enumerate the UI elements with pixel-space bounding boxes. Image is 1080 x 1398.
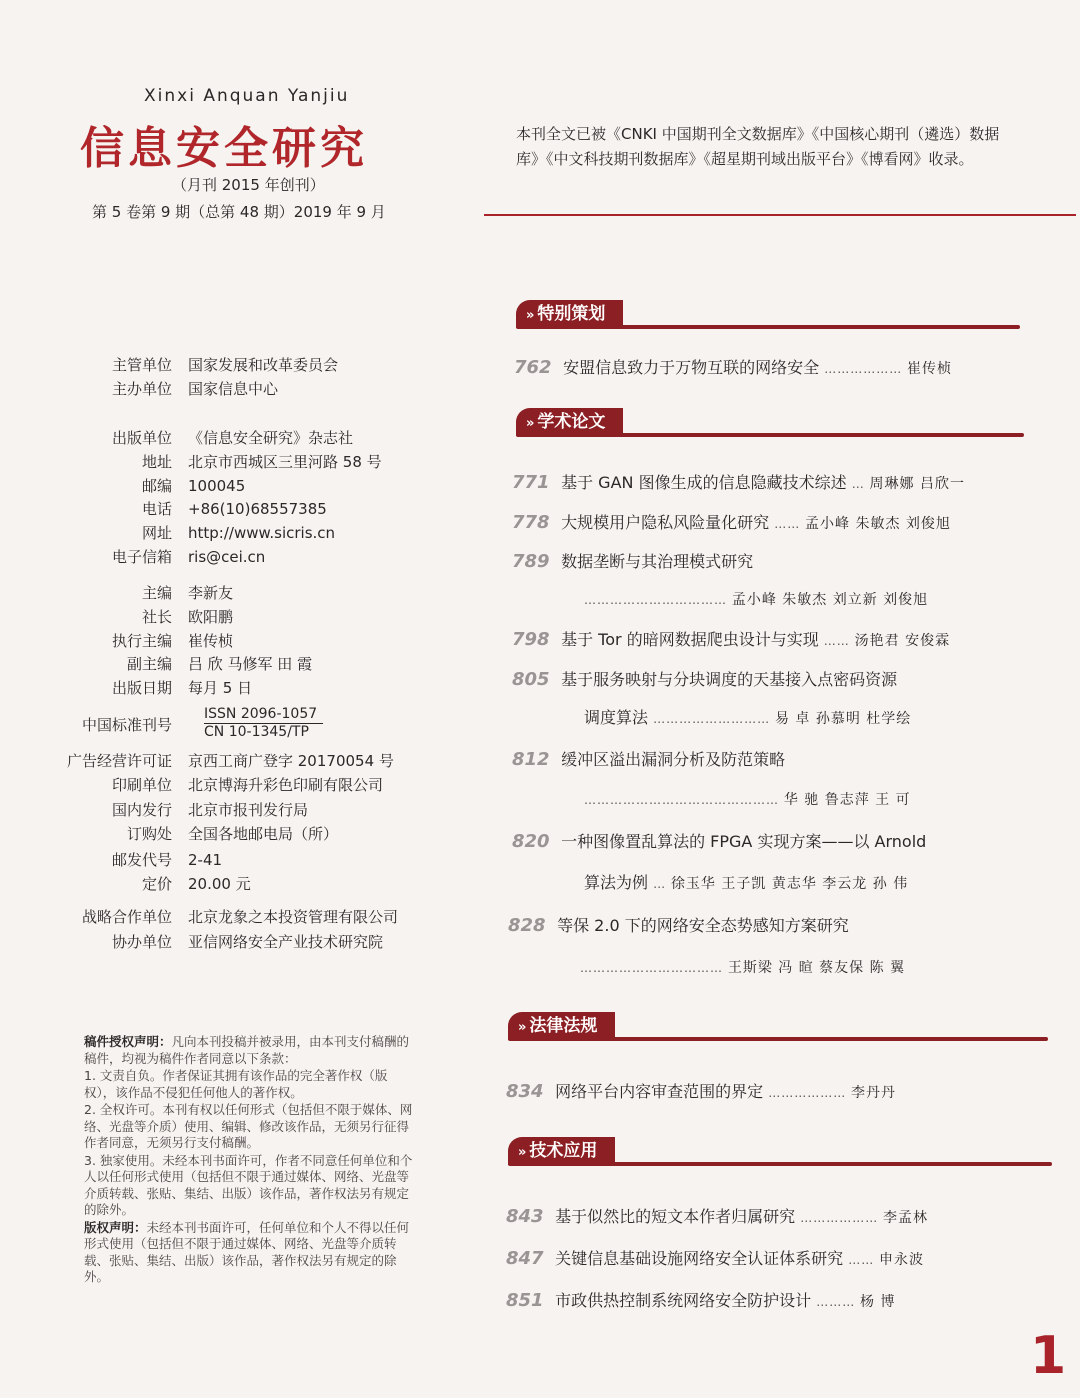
toc-entry[interactable] <box>506 1081 896 1104</box>
page-num: 762 <box>514 357 552 378</box>
info-value: 北京市西城区三里河路 58 号 <box>188 453 382 471</box>
info-label: 地址 <box>141 453 172 471</box>
article-authors: 周琳娜 吕欣一 <box>869 476 965 492</box>
article-title: 等保 2.0 下的网络安全态势感知方案研究 <box>557 916 849 935</box>
page-num: 812 <box>512 749 550 770</box>
journal-title: 信息安全研究 <box>80 123 368 174</box>
leader-dots: …………………………… <box>584 593 732 607</box>
page-num: 798 <box>512 629 550 650</box>
page-num: 805 <box>512 669 550 690</box>
info-label: 定价 <box>141 875 172 893</box>
page-num: 820 <box>512 831 550 852</box>
page-num: 778 <box>512 512 550 533</box>
section-header-special <box>516 300 1020 330</box>
website-link[interactable]: http://www.sicris.cn <box>188 524 336 542</box>
section-tag <box>508 1137 615 1165</box>
article-title: 一种图像置乱算法的 FPGA 实现方案——以 Arnold <box>561 832 927 851</box>
copyright-notice <box>84 1034 414 1287</box>
top-divider <box>484 214 1076 216</box>
issn-block <box>204 706 323 741</box>
info-value: 亚信网络安全产业技术研究院 <box>188 933 384 951</box>
info-value: 全国各地邮电局（所） <box>188 825 339 843</box>
article-title: 关键信息基础设施网络安全认证体系研究 <box>555 1249 844 1268</box>
info-value: 国家发展和改革委员会 <box>188 356 339 374</box>
section-title: 学术论文 <box>537 412 606 432</box>
page-num: 771 <box>512 472 550 493</box>
section-title: 特别策划 <box>537 304 606 324</box>
article-authors: 李丹丹 <box>851 1085 897 1101</box>
info-value: 100045 <box>188 477 246 495</box>
leader-dots: …… <box>774 517 806 531</box>
article-title: 缓冲区溢出漏洞分析及防范策略 <box>561 750 786 769</box>
info-row <box>60 776 440 794</box>
notice-paragraph: 2. 全权许可。本刊有权以任何形式（包括但不限于媒体、网络、光盘等介质）使用、编辑、修改该作品，无须另行征得作者同意，无须另行支付稿酬。 <box>84 1102 413 1150</box>
article-title: 基于 GAN 图像生成的信息隐藏技术综述 <box>561 473 847 492</box>
info-row <box>60 356 440 374</box>
page-num: 834 <box>506 1081 544 1102</box>
leader-dots: …………………………… <box>580 961 728 975</box>
info-label: 订购处 <box>126 825 172 843</box>
info-value: 2-41 <box>188 851 223 869</box>
info-row <box>60 933 440 951</box>
article-authors: 李孟林 <box>883 1210 929 1226</box>
article-authors: 孟小峰 朱敏杰 刘立新 刘俊旭 <box>731 592 929 608</box>
info-value: 欧阳鹏 <box>188 608 234 626</box>
article-title: 安盟信息致力于万物互联的网络安全 <box>563 358 820 377</box>
page-num: 789 <box>512 551 550 572</box>
article-title-cont: 算法为例 <box>584 873 649 892</box>
leader-dots: ……………… <box>768 1086 852 1100</box>
page-num: 828 <box>508 915 546 936</box>
notice-heading: 版权声明： <box>84 1219 147 1235</box>
article-title: 基于服务映射与分块调度的天基接入点密码资源 <box>561 670 898 689</box>
notice-paragraph <box>84 1034 414 1067</box>
issue-line: 第 5 卷第 9 期（总第 48 期）2019 年 9 月 <box>92 203 386 221</box>
info-label: 广告经营许可证 <box>66 752 172 770</box>
toc-entry[interactable] <box>512 551 753 573</box>
article-authors: 王斯梁 冯 暄 蔡友保 陈 翼 <box>727 960 906 976</box>
info-value: 《信息安全研究》杂志社 <box>188 429 354 447</box>
info-label: 电子信箱 <box>111 548 172 566</box>
info-value: 京西工商广登字 20170054 号 <box>188 752 394 770</box>
chevron-right-icon: » <box>518 1145 527 1160</box>
toc-entry-continued[interactable] <box>584 788 911 811</box>
leader-dots: ……………… <box>800 1211 884 1225</box>
info-label: 印刷单位 <box>111 776 172 794</box>
article-authors: 徐玉华 王子凯 黄志华 李云龙 孙 伟 <box>670 876 909 892</box>
article-authors: 崔传桢 <box>907 361 953 377</box>
toc-entry[interactable] <box>512 669 897 691</box>
toc-entry[interactable] <box>506 1248 924 1271</box>
section-title: 法律法规 <box>529 1016 598 1036</box>
article-authors: 华 驰 鲁志萍 王 可 <box>783 792 911 808</box>
email-link[interactable]: ris@cei.cn <box>188 548 266 566</box>
toc-entry[interactable] <box>512 749 785 771</box>
info-row <box>60 825 440 843</box>
article-title-cont: 调度算法 <box>584 708 649 727</box>
info-value: 国家信息中心 <box>188 380 279 398</box>
info-label: 社长 <box>141 608 172 626</box>
notice-paragraph: 1. 文责自负。作者保证其拥有该作品的完全著作权（版权），该作品不侵犯任何他人的著作权。 <box>84 1068 388 1100</box>
section-title: 技术应用 <box>529 1141 598 1161</box>
info-label: 出版单位 <box>111 429 172 447</box>
journal-pinyin: Xinxi Anquan Yanjiu <box>144 86 350 106</box>
toc-entry-continued[interactable] <box>580 956 905 979</box>
info-label: 副主编 <box>126 655 172 673</box>
page-num: 851 <box>506 1290 544 1311</box>
info-row <box>60 584 440 602</box>
cn-number: CN 10-1345/TP <box>204 724 309 740</box>
info-label: 国内发行 <box>111 801 172 819</box>
info-value: 20.00 元 <box>188 875 251 893</box>
article-authors: 易 卓 孙慕明 杜学绘 <box>774 711 912 727</box>
toc-entry[interactable] <box>512 512 951 535</box>
info-label: 主办单位 <box>111 380 172 398</box>
section-header-law <box>508 1012 1048 1042</box>
notice-heading: 稿件授权声明： <box>84 1034 172 1049</box>
issn-number: ISSN 2096-1057 <box>204 706 323 724</box>
page-num: 843 <box>506 1206 544 1227</box>
leader-dots: ……… <box>816 1295 861 1309</box>
leader-dots: …… <box>848 1253 880 1267</box>
toc-entry[interactable] <box>512 831 926 853</box>
chevron-right-icon: » <box>526 416 535 431</box>
toc-entry-continued[interactable] <box>584 707 911 730</box>
info-value: +86(10)68557385 <box>188 500 327 518</box>
article-title: 市政供热控制系统网络安全防护设计 <box>555 1291 812 1310</box>
toc-entry[interactable] <box>506 1206 928 1229</box>
leader-dots: … <box>851 477 870 491</box>
info-row <box>60 752 440 770</box>
info-row <box>60 801 440 819</box>
toc-entry[interactable] <box>514 357 952 380</box>
info-row <box>60 875 440 893</box>
toc-entry[interactable] <box>506 1290 895 1313</box>
info-value: 李新友 <box>188 584 234 602</box>
article-title: 基于似然比的短文本作者归属研究 <box>555 1207 796 1226</box>
info-row <box>60 500 440 518</box>
info-row <box>60 679 440 697</box>
toc-entry[interactable] <box>512 629 950 652</box>
section-header-academic <box>516 408 1024 438</box>
article-authors: 杨 博 <box>860 1294 896 1310</box>
section-tag <box>508 1012 615 1040</box>
info-value: 北京市报刊发行局 <box>188 801 309 819</box>
info-row <box>60 908 440 926</box>
journal-subtitle: （月刊 2015 年创刊） <box>172 176 325 194</box>
page-number: 1 <box>1030 1326 1067 1386</box>
info-row <box>60 524 440 542</box>
toc-entry-continued[interactable] <box>584 588 928 611</box>
info-label: 邮编 <box>141 477 172 495</box>
article-title: 数据垄断与其治理模式研究 <box>561 552 754 571</box>
info-row <box>60 453 440 471</box>
info-row <box>60 477 440 495</box>
info-row <box>60 655 440 673</box>
info-label: 战略合作单位 <box>81 908 172 926</box>
leader-dots: … <box>653 877 671 891</box>
article-authors: 汤艳君 安俊霖 <box>854 633 951 649</box>
leader-dots: ……………………… <box>653 712 775 726</box>
info-label: 网址 <box>141 524 172 542</box>
chevron-right-icon: » <box>526 308 535 323</box>
leader-dots: ……………………………………… <box>584 793 784 807</box>
info-label: 电话 <box>141 500 172 518</box>
info-label: 邮发代号 <box>111 851 172 869</box>
info-row <box>60 548 440 566</box>
article-title: 网络平台内容审查范围的界定 <box>555 1082 764 1101</box>
leader-dots: ……………… <box>824 362 908 376</box>
info-value: 北京龙象之本投资管理有限公司 <box>188 908 399 926</box>
notice-text: 凡向本刊投稿并被录用，由本刊支付稿酬的稿件，均视为稿件作者同意以下条款： <box>84 1034 410 1066</box>
leader-dots: …… <box>823 634 855 648</box>
section-tag <box>516 300 623 328</box>
info-label: 协办单位 <box>111 933 172 951</box>
article-authors: 孟小峰 朱敏杰 刘俊旭 <box>805 516 951 532</box>
page-num: 847 <box>506 1248 544 1269</box>
info-value: 吕 欣 马修军 田 霞 <box>188 655 313 673</box>
chevron-right-icon: » <box>518 1020 527 1035</box>
toc-entry[interactable] <box>508 915 849 937</box>
info-label: 执行主编 <box>111 632 172 650</box>
info-row <box>60 608 440 626</box>
notice-text: 未经本刊书面许可，任何单位和个人不得以任何形式使用（包括但不限于通过媒体、网络、光盘等介质转载、张贴、集结、出版）该作品，著作权法另有规定的除外。 <box>84 1219 410 1284</box>
article-authors: 申永波 <box>879 1252 925 1268</box>
info-row <box>60 632 440 650</box>
toc-entry[interactable] <box>512 472 965 495</box>
indexing-note: 本刊全文已被《CNKI 中国期刊全文数据库》《中国核心期刊（遴选）数据库》《中文科技期刊数据库》《超星期刊域出版平台》《博看网》收录。 <box>516 125 1000 168</box>
info-row <box>60 380 440 398</box>
toc-entry-continued[interactable] <box>584 872 908 895</box>
info-row <box>60 851 440 869</box>
info-label: 主编 <box>141 584 172 602</box>
notice-paragraph <box>84 1220 414 1286</box>
section-header-tech <box>508 1137 1052 1167</box>
section-tag <box>516 408 623 436</box>
info-label: 出版日期 <box>111 679 172 697</box>
info-value: 北京博海升彩色印刷有限公司 <box>188 776 384 794</box>
info-value: 崔传桢 <box>188 632 234 650</box>
notice-paragraph: 3. 独家使用。未经本刊书面许可，作者不同意任何单位和个人以任何形式使用（包括但不限于通过媒体、网络、光盘等介质转载、张贴、集结、出版）该作品，著作权法另有规定的除外。 <box>84 1152 413 1217</box>
issn-label: 中国标准刊号 <box>81 716 172 734</box>
info-row <box>60 429 440 447</box>
info-value: 每月 5 日 <box>188 679 253 697</box>
article-title: 大规模用户隐私风险量化研究 <box>561 513 770 532</box>
article-title: 基于 Tor 的暗网数据爬虫设计与实现 <box>561 630 819 649</box>
info-label: 主管单位 <box>111 356 172 374</box>
